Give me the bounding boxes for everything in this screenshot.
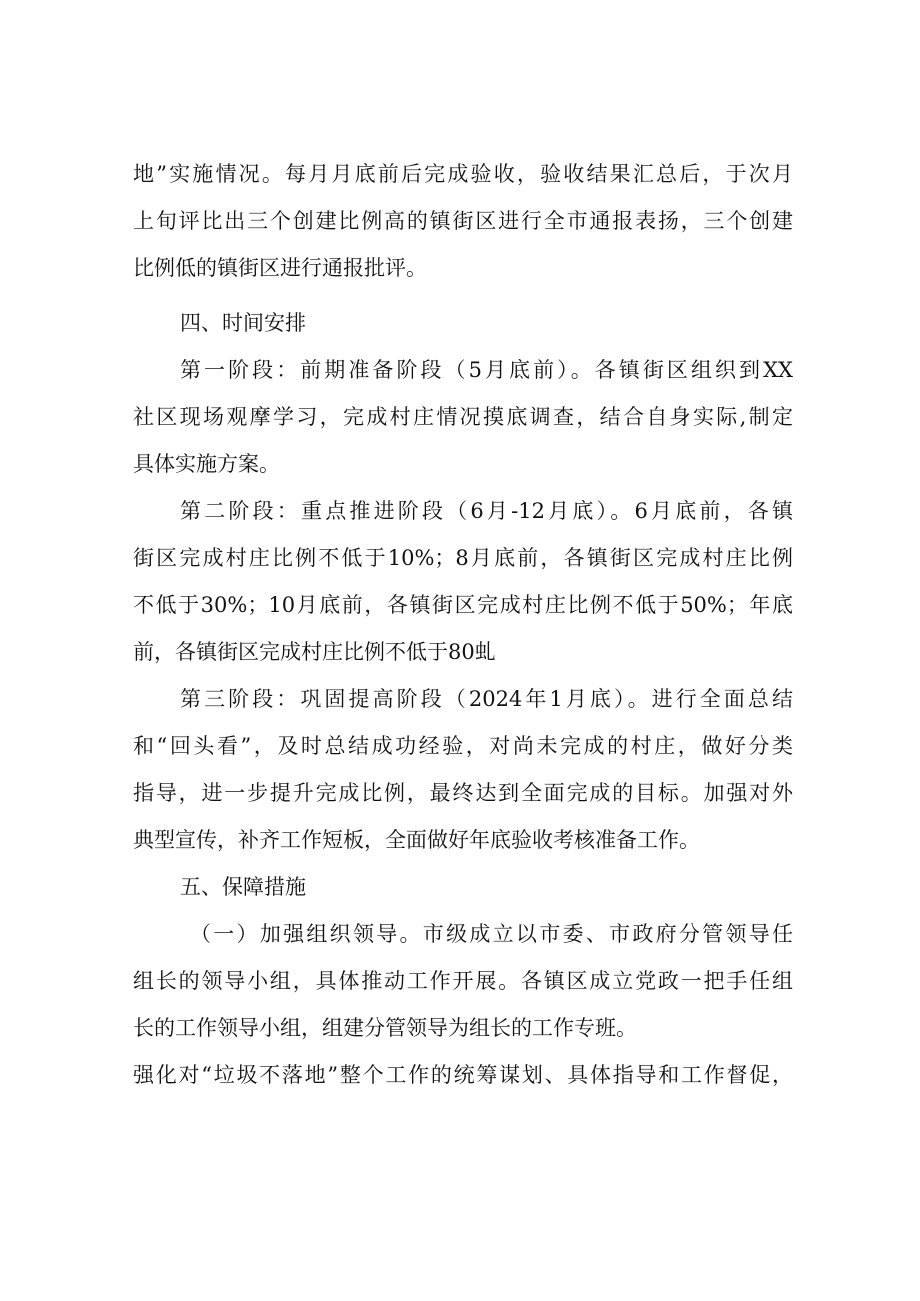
text-line: 前，各镇街区完成村庄比例不低于80虬 [133,640,496,664]
text-line: 比例低的镇街区进行通报批评。 [133,256,427,280]
text-line: 社区现场观摩学习，完成村庄情况摸底调查，结合自身实际,制定 [133,405,793,429]
text-line: 地”实施情况。每月月底前后完成验收，验收结果汇总后，于次月 [133,162,793,186]
text-line: 第三阶段：巩固提高阶段（2024年1月底）。进行全面总结 [180,687,793,711]
text-line: （一）加强组织领导。市级成立以市委、市政府分管领导任 [190,922,793,946]
text-line: 强化对“垃圾不落地”整个工作的统筹谋划、具体指导和工作督促， [133,1063,793,1087]
text-line: 上旬评比出三个创建比例高的镇街区进行全市通报表扬，三个创建 [133,209,793,233]
text-line: 街区完成村庄比例不低于10%；8月底前，各镇街区完成村庄比例 [133,546,793,570]
text-line: 指导，进一步提升完成比例，最终达到全面完成的目标。加强对外 [133,781,793,805]
text-line: 第一阶段：前期准备阶段（5月底前）。各镇街区组织到XX [180,358,793,382]
section-heading-safeguards: 五、保障措施 [180,875,306,899]
text-line: 具体实施方案。 [133,452,280,476]
text-line: 组长的领导小组，具体推动工作开展。各镇区成立党政一把手任组 [133,969,793,993]
text-line: 典型宣传，补齐工作短板，全面做好年底验收考核准备工作。 [133,828,700,852]
text-line: 长的工作领导小组，组建分管领导为组长的工作专班。 [133,1016,637,1040]
text-line: 第二阶段：重点推进阶段（6月-12月底）。6月底前，各镇 [180,499,793,523]
text-line: 不低于30%；10月底前，各镇街区完成村庄比例不低于50%；年底 [133,593,793,617]
section-heading-schedule: 四、时间安排 [180,311,306,335]
text-line: 和“回头看”，及时总结成功经验，对尚未完成的村庄，做好分类 [133,734,793,758]
